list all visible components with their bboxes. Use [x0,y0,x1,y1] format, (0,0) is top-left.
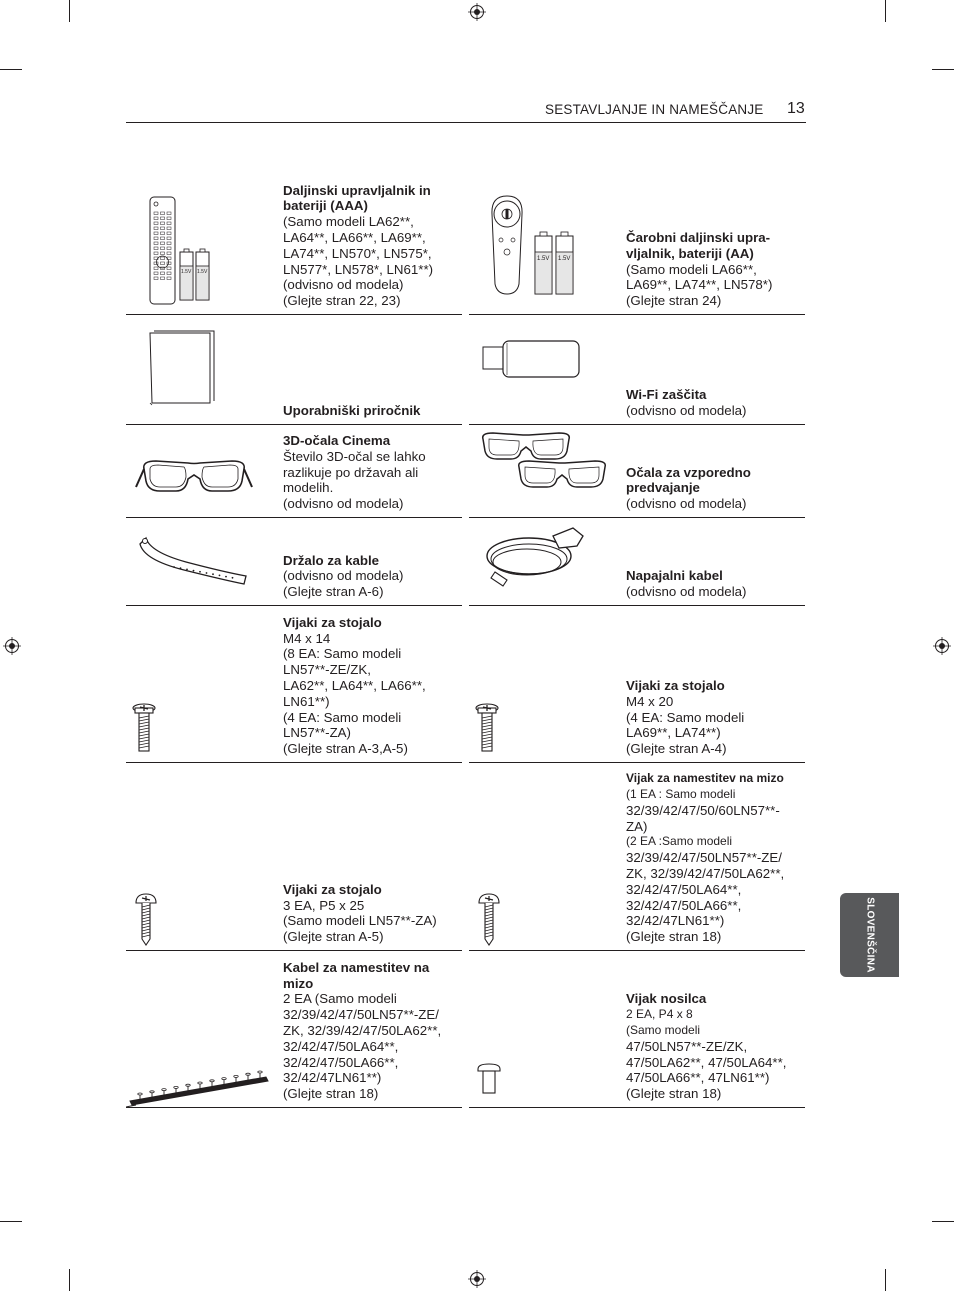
accessory-detail-line: (odvisno od modela) [283,568,404,584]
accessory-detail-line: 32/42/47/50LA66**, [626,897,742,913]
accessory-name: Uporabniški priročnik [283,403,421,419]
accessory-detail-line: (4 EA: Samo modeli [626,709,745,725]
accessory-name: Čarobni daljinski upra- [626,230,771,246]
accessory-description [626,425,804,512]
accessory-item [469,518,805,606]
accessory-detail-line: (Samo modeli LN57**-ZA) [283,913,437,929]
accessory-detail-line: LN57**-ZA) [283,725,351,741]
accessory-detail-line: 32/42/47/50LA64**, [626,881,742,897]
stand-screw-round-icon [475,891,515,956]
accessory-detail-line: predvajanje [626,480,700,496]
accessory-description [283,425,461,512]
accessory-description [626,315,804,419]
manual-booklet-icon [136,323,236,418]
power-cord-icon [481,522,591,597]
crop-mark [0,69,22,70]
crop-mark [885,0,886,22]
accessory-description [626,763,804,945]
accessory-name: Napajalni kabel [626,568,723,584]
accessory-detail-line: (Glejte stran A-6) [283,584,384,600]
accessory-name: Wi-Fi zaščita [626,387,707,403]
crop-mark [932,1221,954,1222]
accessory-detail-line: (4 EA: Samo modeli [283,709,402,725]
accessory-detail-line: (odvisno od modela) [626,496,747,512]
accessory-detail-line: Število 3D-očal se lahko [283,448,426,464]
accessory-detail-line: (Samo modeli LA62**, [283,214,414,230]
accessory-name: Vijak za namestitev na mizo [626,771,784,786]
row-divider [126,1107,462,1108]
accessory-description [283,518,461,600]
accessory-detail-line: vljalnik, bateriji (AA) [626,245,754,261]
accessory-detail-line: LN577*, LN578*, LN61**) [283,261,434,277]
cable-holder-icon [134,530,254,595]
crop-mark [0,1221,22,1222]
page-number: 13 [787,100,805,117]
accessory-detail-line: 2 EA (Samo modeli [283,991,397,1007]
accessory-detail-line: 32/39/42/47/50/60LN57**- [626,802,780,818]
accessory-item [126,170,462,315]
dual-play-glasses-icon [473,427,613,502]
accessory-description [283,606,461,757]
accessory-name: Držalo za kable [283,552,380,568]
accessory-detail-line: (odvisno od modela) [283,496,404,512]
accessory-detail-line: LA74**, LN570*, LN575*, [283,245,432,261]
accessory-item [469,425,805,518]
accessory-description [626,951,804,1102]
accessory-description [626,518,804,600]
svg-text:1.5V: 1.5V [197,269,208,275]
accessory-item [126,518,462,606]
accessory-detail-line: LN57**-ZE/ZK, [283,662,371,678]
accessory-detail-line: ZA) [626,818,648,834]
accessory-detail-line: (Glejte stran A-5) [283,929,384,945]
accessory-item [469,170,805,315]
accessory-item [126,425,462,518]
accessory-detail-line: LA64**, LA66**, LA69**, [283,230,426,246]
accessory-detail-line: (2 EA :Samo modeli [626,834,733,849]
accessory-description [283,763,461,945]
registration-mark-icon [468,1270,486,1288]
stand-screw-round-icon [132,891,172,956]
accessory-name: 3D-očala Cinema [283,433,391,449]
accessory-detail-line: 32/42/47LN61**) [626,913,725,929]
accessory-name: Vijaki za stojalo [283,614,382,630]
accessory-name: Daljinski upravljalnik in [283,182,431,198]
accessory-detail-line: (odvisno od modela) [626,584,747,600]
accessory-detail-line: ZK, 32/39/42/47/50LA62**, [626,866,785,882]
accessory-detail-line: (Glejte stran A-3,A-5) [283,741,408,757]
accessory-detail-line: (Glejte stran 22, 23) [283,293,401,309]
header-rule [126,122,806,123]
accessory-detail-line: 3 EA, P5 x 25 [283,897,365,913]
registration-mark-icon [468,3,486,21]
accessory-detail-line: 32/42/47/50LA66**, [283,1054,399,1070]
crop-mark [69,1269,70,1291]
svg-text:1.5V: 1.5V [558,256,571,262]
accessory-detail-line: (8 EA: Samo modeli [283,646,402,662]
stand-screw-washer-icon [130,700,170,765]
accessory-item [126,315,462,425]
accessory-description [626,606,804,757]
accessory-name: Kabel za namestitev na [283,959,430,975]
accessory-item [469,951,805,1108]
registration-mark-icon [933,637,951,655]
accessory-detail-line: (odvisno od modela) [283,277,404,293]
3d-glasses-icon [134,447,254,512]
accessory-detail-line: LA69**, LA74**) [626,725,721,741]
accessory-detail-line: 32/39/42/47/50LN57**-ZE/ [626,850,782,866]
accessory-detail-line: (Samo modeli LA66**, [626,261,757,277]
wifi-dongle-icon [473,335,593,390]
accessory-description [283,315,461,419]
accessory-description [626,170,804,309]
accessory-detail-line: 32/42/47LN61**) [283,1070,382,1086]
accessory-name: Vijak nosilca [626,991,707,1007]
accessory-description [283,170,461,309]
accessory-detail-line: (Glejte stran 18) [626,1086,722,1102]
accessory-detail-line: mizo [283,975,314,991]
crop-mark [885,1269,886,1291]
magic-remote-with-batteries-icon [477,192,617,307]
holder-screw-icon [475,1061,505,1106]
accessory-detail-line: 47/50LA66**, 47LN61**) [626,1070,770,1086]
registration-mark-icon [3,637,21,655]
accessory-detail-line: LA69**, LA74**, LN578*) [626,277,773,293]
section-title: SESTAVLJANJE IN NAMEŠČANJE [545,102,764,117]
accessory-detail-line: LA62**, LA64**, LA66**, [283,678,426,694]
accessory-item [469,763,805,951]
accessory-detail-line: ZK, 32/39/42/47/50LA62**, [283,1023,442,1039]
accessory-item [126,951,462,1108]
accessory-item [469,606,805,763]
crop-mark [932,69,954,70]
accessory-detail-line: (1 EA : Samo modeli [626,787,736,802]
language-tab [840,893,899,977]
accessory-detail-line: 47/50LN57**-ZE/ZK, [626,1038,748,1054]
accessory-item [126,763,462,951]
accessory-item [126,606,462,763]
accessory-item [469,315,805,425]
accessory-detail-line: (odvisno od modela) [626,403,747,419]
accessory-detail-line: (Glejte stran 24) [626,293,722,309]
accessory-name: Očala za vzporedno [626,464,751,480]
crop-mark [69,0,70,22]
accessory-detail-line: (Glejte stran 18) [283,1086,379,1102]
accessory-detail-line: modelih. [283,480,334,496]
accessory-name: Vijaki za stojalo [283,881,382,897]
accessory-name: Vijaki za stojalo [626,678,725,694]
accessory-detail-line: M4 x 20 [626,693,674,709]
svg-text:1.5V: 1.5V [181,269,192,275]
accessory-detail-line: 32/39/42/47/50LN57**-ZE/ [283,1007,439,1023]
accessory-detail-line: (Samo modeli [626,1023,701,1038]
accessory-detail-line: 47/50LA62**, 47/50LA64**, [626,1054,787,1070]
accessory-detail-line: razlikuje po državah ali [283,464,419,480]
accessory-detail-line: LN61**) [283,693,330,709]
accessory-detail-line: (Glejte stran A-4) [626,741,727,757]
accessory-detail-line: M4 x 14 [283,630,331,646]
remote-control-with-batteries-icon [142,192,282,317]
row-divider [469,1107,805,1108]
language-tab-label: SLOVENŠČINA [864,897,875,973]
accessory-description [283,951,461,1102]
stand-screw-washer-icon [473,700,513,765]
accessory-detail-line: (Glejte stran 18) [626,929,722,945]
svg-text:1.5V: 1.5V [537,256,550,262]
accessory-detail-line: 2 EA, P4 x 8 [626,1007,693,1022]
accessory-detail-line: bateriji (AAA) [283,198,368,214]
accessory-detail-line: 32/42/47/50LA64**, [283,1038,399,1054]
